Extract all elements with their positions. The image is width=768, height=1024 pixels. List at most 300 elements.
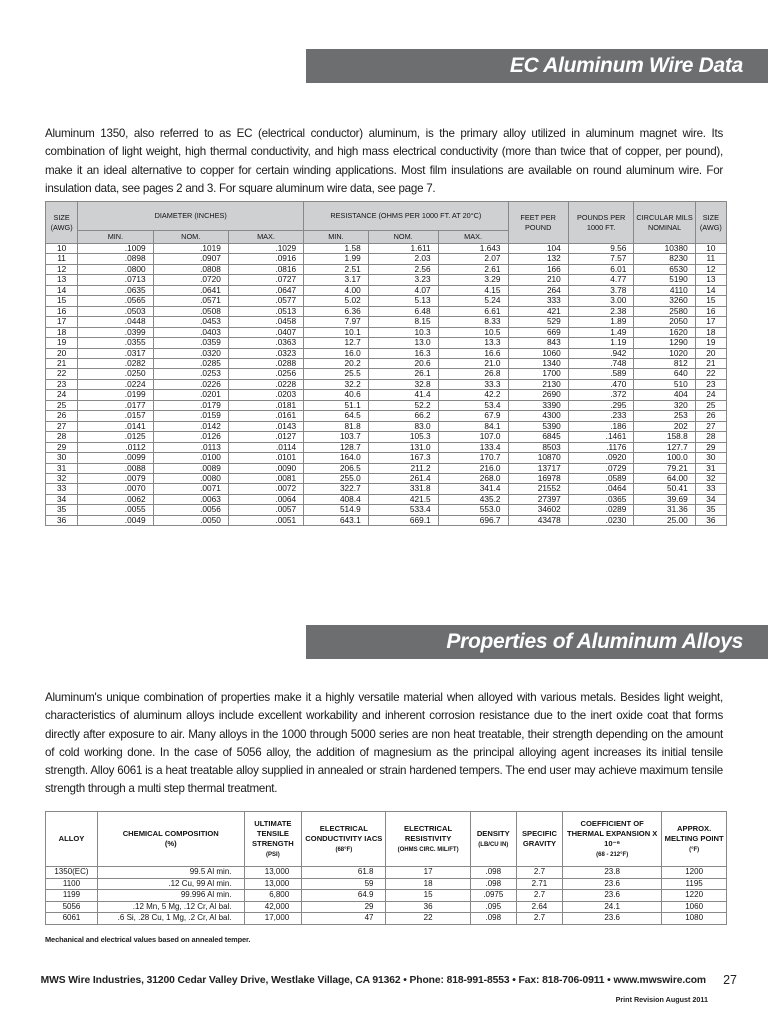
table-cell: 3.23 [368,275,438,285]
table-cell: 1.611 [368,244,438,254]
table-row [46,515,727,525]
table-cell: 107.0 [438,432,508,442]
table-cell: 435.2 [438,494,508,504]
table-cell: .0359 [153,338,228,348]
table-cell: 23.6 [563,913,662,925]
table-cell: 41.4 [368,390,438,400]
table-cell: 52.2 [368,400,438,410]
table-cell: .0399 [78,327,153,337]
table-cell: 533.4 [368,505,438,515]
table-cell: 10 [46,244,78,254]
table-cell: 35 [695,505,726,515]
table-cell: 36 [46,515,78,525]
table-cell: 17 [695,317,726,327]
table-cell: 34602 [508,505,568,515]
table-cell: 24 [695,390,726,400]
table-cell: 27 [695,421,726,431]
table-cell: 1.89 [568,317,634,327]
table-row [46,421,727,431]
table-cell: 1200 [662,867,727,879]
table-cell: 30 [46,453,78,463]
table-cell: 669 [508,327,568,337]
table-cell: .0577 [228,296,303,306]
table-cell: .0635 [78,285,153,295]
table-cell: 166 [508,264,568,274]
table-cell: .0050 [153,515,228,525]
table-cell: 128.7 [304,442,369,452]
alloy-intro: Aluminum's unique combination of properties make it a highly versatile material when alloyed with various metals. Besides light weight, characteristics of aluminum alloys include excellent workability and inherent corrosion resistance due to the inert oxide coat that forms directly after exposure to air. Many alloys in the 1000 through 5000 series are non heat treatable, their strength depending on the amount of cold working done. In the case of 5056 alloy, the addition of magnesium as the principal alloying agent increases its initial tensile strength. Alloy 6061 is a heat treatable alloy supplied in annealed or strain hardened tempers. The end user may achieve maximum tensile strength through a multi step thermal treatment. [45,691,723,796]
table-cell: 26.8 [438,369,508,379]
table-cell: .0407 [228,327,303,337]
table-row [46,264,727,274]
table-cell: 16.0 [304,348,369,358]
header-diameter-max: MAX. [228,231,303,244]
table-cell: 2690 [508,390,568,400]
table-cell: .0363 [228,338,303,348]
table-cell: 27397 [508,494,568,504]
table-cell: 3.29 [438,275,508,285]
revision-note: Print Revision August 2011 [615,995,708,1004]
table-cell: 2.07 [438,254,508,264]
table-cell: .0112 [78,442,153,452]
table-cell: 131.0 [368,442,438,452]
table-cell: 2.61 [438,264,508,274]
table-cell: .0907 [153,254,228,264]
table-cell: 2050 [634,317,695,327]
table-cell: .589 [568,369,634,379]
table-cell: 28 [46,432,78,442]
table-cell: 15 [386,890,470,902]
header-resistance-min: MIN. [304,231,369,244]
table-cell: 127.7 [634,442,695,452]
table-row [46,400,727,410]
header-expansion: COEFFICIENT OF THERMAL EXPANSION X 10⁻⁶ (68 - 212°F) [563,812,662,867]
footer-contact: MWS Wire Industries, 31200 Cedar Valley Drive, Westlake Village, CA 91362 • Phone: 818-991-8553 • Fax: 818-706-0911 • www.mwswire.com [40,975,706,986]
table-cell: .0641 [153,285,228,295]
table-row [46,348,727,358]
table-cell: .0088 [78,463,153,473]
table-cell: 29 [695,442,726,452]
header-feet-per-pound: FEET PER POUND [508,202,568,244]
table-cell: 15 [695,296,726,306]
table-cell: .0920 [568,453,634,463]
table-row [46,901,727,913]
table-cell: 29 [46,442,78,452]
table-cell: 341.4 [438,484,508,494]
table-cell: 553.0 [438,505,508,515]
table-cell: 843 [508,338,568,348]
table-cell: 79.21 [634,463,695,473]
table-row [46,453,727,463]
table-cell: 12 [46,264,78,274]
table-cell: .0125 [78,432,153,442]
table-cell: .1019 [153,244,228,254]
table-cell: .0201 [153,390,228,400]
page-number: 27 [723,973,737,987]
table-cell: 1100 [46,878,98,890]
table-cell: 253 [634,411,695,421]
table-cell: 421 [508,306,568,316]
table-cell: 32.2 [304,379,369,389]
table-cell: 20.6 [368,358,438,368]
table-cell: 99.996 Al min. [97,890,244,902]
table-cell: .0975 [470,890,516,902]
table-cell: 25 [695,400,726,410]
table-row [46,494,727,504]
table-cell: 1350(EC) [46,867,98,879]
wire-data-table [45,201,727,526]
table-cell: .1461 [568,432,634,442]
header-circular-mils: CIRCULAR MILS NOMINAL [634,202,695,244]
table-cell: 34 [695,494,726,504]
table-cell: 1.49 [568,327,634,337]
table-cell: 16.6 [438,348,508,358]
header-diameter: DIAMETER (INCHES) [78,202,304,231]
table-cell: 2.56 [368,264,438,274]
table-cell: 22 [46,369,78,379]
table-cell: 1340 [508,358,568,368]
table-cell: .0199 [78,390,153,400]
table-row [46,505,727,515]
table-row [46,463,727,473]
table-cell: .0064 [228,494,303,504]
table-cell: 1620 [634,327,695,337]
table-cell: .0323 [228,348,303,358]
table-cell: 31 [46,463,78,473]
table-cell: 32 [695,473,726,483]
table-row [46,442,727,452]
table-cell: .0288 [228,358,303,368]
table-cell: .0070 [78,484,153,494]
table-cell: 35 [46,505,78,515]
table-cell: .0072 [228,484,303,494]
table-cell: 23.8 [563,867,662,879]
table-cell: .0508 [153,306,228,316]
header-density: DENSITY (LB/CU IN) [470,812,516,867]
table-cell: 10.3 [368,327,438,337]
header-resistivity: ELECTRICAL RESISTIVITY (OHMS CIRC. MIL/FT) [386,812,470,867]
table-cell: 322.7 [304,484,369,494]
header-diameter-min: MIN. [78,231,153,244]
table-cell: .0365 [568,494,634,504]
table-cell: 1195 [662,878,727,890]
table-cell: .295 [568,400,634,410]
header-gravity: SPECIFIC GRAVITY [516,812,562,867]
table-cell: 39.69 [634,494,695,504]
table-row [46,473,727,483]
table-cell: .0250 [78,369,153,379]
table-cell: .0177 [78,400,153,410]
table-cell: 13,000 [244,878,302,890]
table-cell: .0049 [78,515,153,525]
header-alloy: ALLOY [46,812,98,867]
table-cell: 1.643 [438,244,508,254]
table-cell: .0179 [153,400,228,410]
table-cell: 8503 [508,442,568,452]
header-melting: APPROX. MELTING POINT (°F) [662,812,727,867]
table-cell: 2.51 [304,264,369,274]
table-cell: 6.01 [568,264,634,274]
table-cell: .0713 [78,275,153,285]
table-cell: 202 [634,421,695,431]
table-cell: .12 Cu, 99 Al min. [97,878,244,890]
table-cell: 3260 [634,296,695,306]
table-cell: 16 [46,306,78,316]
table-cell: 53.4 [438,400,508,410]
header-resistance-max: MAX. [438,231,508,244]
table-cell: 20.2 [304,358,369,368]
wire-table-body [46,244,727,526]
table-cell: .0099 [78,453,153,463]
table-cell: 22 [386,913,470,925]
table-cell: 24.1 [563,901,662,913]
table-cell: 32 [46,473,78,483]
table-cell: 1.99 [304,254,369,264]
table-cell: 8.33 [438,317,508,327]
table-cell: 5.13 [368,296,438,306]
table-cell: 15 [46,296,78,306]
table-cell: 26 [46,411,78,421]
table-cell: .0916 [228,254,303,264]
table-cell: .1009 [78,244,153,254]
table-row [46,878,727,890]
table-cell: 34 [46,494,78,504]
table-cell: 13 [695,275,726,285]
table-cell: .0565 [78,296,153,306]
table-cell: 83.0 [368,421,438,431]
table-cell: 2580 [634,306,695,316]
table-cell: 2.64 [516,901,562,913]
alloy-table-body [46,867,727,925]
table-cell: 43478 [508,515,568,525]
header-resistance: RESISTANCE (OHMS PER 1000 FT. AT 20°C) [304,202,508,231]
table-cell: 11 [46,254,78,264]
table-cell: 16978 [508,473,568,483]
table-cell: .1029 [228,244,303,254]
table-cell: 12 [695,264,726,274]
table-cell: 23.6 [563,890,662,902]
table-cell: 6.48 [368,306,438,316]
table-cell: .0057 [228,505,303,515]
table-cell: 4.07 [368,285,438,295]
table-cell: 696.7 [438,515,508,525]
table-cell: 3390 [508,400,568,410]
table-cell: .0228 [228,379,303,389]
table-note: Mechanical and electrical values based on annealed temper. [45,935,251,944]
table-cell: 21 [46,358,78,368]
table-cell: 170.7 [438,453,508,463]
table-cell: .186 [568,421,634,431]
table-cell: 133.4 [438,442,508,452]
table-cell: 103.7 [304,432,369,442]
table-row [46,285,727,295]
table-cell: .098 [470,867,516,879]
table-cell: 23 [695,379,726,389]
table-cell: 210 [508,275,568,285]
table-cell: 4.15 [438,285,508,295]
table-cell: .0224 [78,379,153,389]
table-cell: .0403 [153,327,228,337]
table-cell: 4.00 [304,285,369,295]
table-cell: 2.7 [516,890,562,902]
header-composition: CHEMICAL COMPOSITION (%) [97,812,244,867]
table-cell: .0727 [228,275,303,285]
table-cell: .0800 [78,264,153,274]
table-cell: 6.61 [438,306,508,316]
table-cell: 11 [695,254,726,264]
table-cell: 21 [695,358,726,368]
table-cell: .0081 [228,473,303,483]
table-cell: 7.97 [304,317,369,327]
table-cell: .748 [568,358,634,368]
table-cell: .0513 [228,306,303,316]
table-cell: 4.77 [568,275,634,285]
table-cell: 31 [695,463,726,473]
table-cell: 5.02 [304,296,369,306]
table-cell: 18 [695,327,726,337]
table-cell: 100.0 [634,453,695,463]
table-cell: 17 [386,867,470,879]
table-cell: .0647 [228,285,303,295]
table-cell: 20 [695,348,726,358]
table-cell: .0142 [153,421,228,431]
table-cell: 26 [695,411,726,421]
table-cell: .0063 [153,494,228,504]
table-cell: .0080 [153,473,228,483]
table-cell: 261.4 [368,473,438,483]
table-cell: 26.1 [368,369,438,379]
table-cell: 1060 [662,901,727,913]
table-cell: 164.0 [304,453,369,463]
table-cell: 16 [695,306,726,316]
table-cell: 19 [695,338,726,348]
table-cell: 9.56 [568,244,634,254]
table-cell: .0898 [78,254,153,264]
table-cell: .0355 [78,338,153,348]
table-cell: 99.5 Al min. [97,867,244,879]
table-cell: 61.8 [302,867,386,879]
table-cell: 84.1 [438,421,508,431]
table-cell: 64.5 [304,411,369,421]
table-cell: .0253 [153,369,228,379]
table-cell: .0055 [78,505,153,515]
table-cell: 13717 [508,463,568,473]
table-cell: 19 [46,338,78,348]
table-cell: 3.17 [304,275,369,285]
table-cell: .372 [568,390,634,400]
table-cell: .0100 [153,453,228,463]
table-cell: 30 [695,453,726,463]
table-cell: .0101 [228,453,303,463]
table-cell: .0458 [228,317,303,327]
table-row [46,379,727,389]
header-pounds-per-1000: POUNDS PER 1000 FT. [568,202,634,244]
table-cell: 13.0 [368,338,438,348]
table-cell: 28 [695,432,726,442]
table-cell: 23 [46,379,78,389]
table-cell: 4110 [634,285,695,295]
table-cell: 404 [634,390,695,400]
table-cell: .12 Mn, 5 Mg, .12 Cr, Al bal. [97,901,244,913]
table-cell: .0285 [153,358,228,368]
table-cell: .0157 [78,411,153,421]
table-cell: 14 [46,285,78,295]
table-row [46,254,727,264]
table-cell: 1080 [662,913,727,925]
table-row [46,296,727,306]
table-cell: 5056 [46,901,98,913]
table-cell: 33.3 [438,379,508,389]
table-cell: 13,000 [244,867,302,879]
table-cell: 5390 [508,421,568,431]
table-cell: 105.3 [368,432,438,442]
table-cell: 21.0 [438,358,508,368]
table-cell: 27 [46,421,78,431]
table-cell: 16.3 [368,348,438,358]
header-diameter-nom: NOM. [153,231,228,244]
table-cell: .0079 [78,473,153,483]
table-cell: 812 [634,358,695,368]
table-cell: 42,000 [244,901,302,913]
table-cell: 29 [302,901,386,913]
table-cell: 1060 [508,348,568,358]
header-resistance-nom: NOM. [368,231,438,244]
table-row [46,411,727,421]
table-cell: 25 [46,400,78,410]
table-cell: 1199 [46,890,98,902]
table-row [46,358,727,368]
table-cell: .0317 [78,348,153,358]
table-cell: 33 [695,484,726,494]
table-cell: 1700 [508,369,568,379]
table-cell: .0143 [228,421,303,431]
table-cell: .0161 [228,411,303,421]
table-row [46,390,727,400]
table-cell: 421.5 [368,494,438,504]
table-cell: 36 [695,515,726,525]
table-cell: .095 [470,901,516,913]
table-cell: 21552 [508,484,568,494]
table-cell: 64.00 [634,473,695,483]
table-cell: 640 [634,369,695,379]
table-cell: 1290 [634,338,695,348]
table-cell: .0062 [78,494,153,504]
table-cell: 10.1 [304,327,369,337]
header-size: SIZE (AWG) [46,202,78,244]
table-cell: 50.41 [634,484,695,494]
table-cell: 158.8 [634,432,695,442]
table-cell: .0226 [153,379,228,389]
table-cell: 25.00 [634,515,695,525]
table-cell: .0114 [228,442,303,452]
table-cell: .6 Si, .28 Cu, 1 Mg, .2 Cr, Al bal. [97,913,244,925]
wire-data-intro: Aluminum 1350, also referred to as EC (electrical conductor) aluminum, is the primary alloy utilized in aluminum magnet wire. Its combination of light weight, high thermal conductivity, and high mass electrical conductivity (more than twice that of copper, per pound), make it an ideal alternative to copper for certain winding applications. Most film insulations are available on round aluminum wire. For insulation data, see pages 2 and 3. For square aluminum wire data, see page 7. [45,127,723,195]
table-row [46,432,727,442]
table-cell: 51.1 [304,400,369,410]
table-cell: 132 [508,254,568,264]
table-cell: 216.0 [438,463,508,473]
table-cell: 6061 [46,913,98,925]
table-cell: 408.4 [304,494,369,504]
table-row [46,244,727,254]
table-cell: 1020 [634,348,695,358]
table-cell: .0090 [228,463,303,473]
table-cell: 36 [386,901,470,913]
table-cell: .098 [470,913,516,925]
table-cell: .0729 [568,463,634,473]
table-cell: .1176 [568,442,634,452]
table-cell: 167.3 [368,453,438,463]
